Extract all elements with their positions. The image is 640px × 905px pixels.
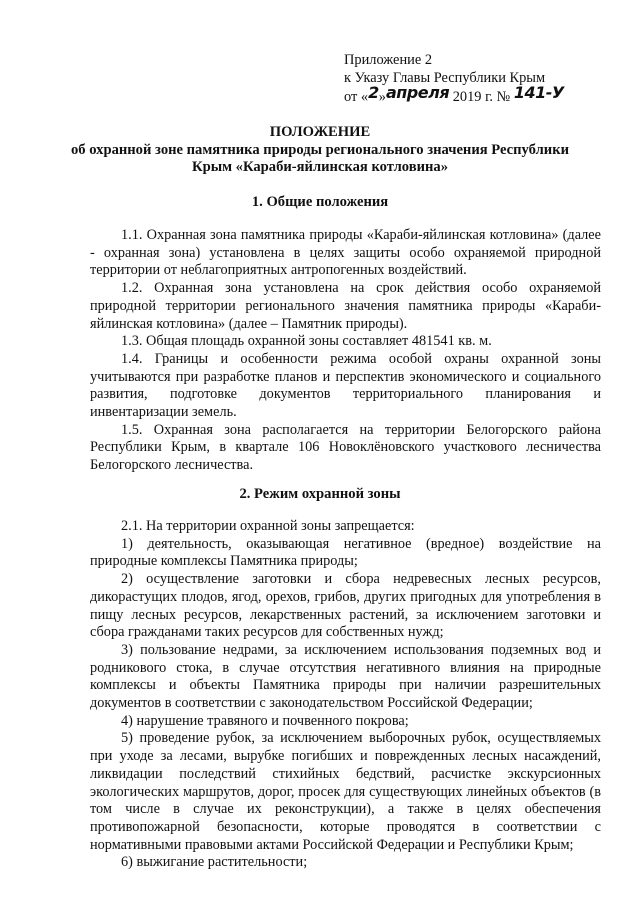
list-item-6: 6) выжигание растительности;: [121, 854, 308, 871]
date-prefix: от «: [344, 89, 369, 105]
section-1-body: [90, 227, 601, 475]
date-mid: »: [378, 89, 386, 105]
appendix-line-2: к Указу Главы Республики Крым: [344, 69, 546, 86]
list-item-5: 5) проведение рубок, за исключением выборочных рубок, осуществляемых при уходе за лесами, вырубке погибших и поврежденных лесных насаждений, ликвидации последствий стихийных бедствий, расчистке экскурсионных экологических маршрутов, дорог, просек для существующих линейных объектов (в том числе в случае их реконструкции), а также в целях обеспечения противопожарной безопасности, которые проводятся в соответствии с нормативными правовыми актами Российской Федерации и Республики Крым;: [90, 730, 601, 853]
title-line-3: Крым «Караби-яйлинская котловина»: [192, 159, 448, 175]
list-item-2: 2) осуществление заготовки и сбора недревесных лесных ресурсов, дикорастущих плодов, ягод, орехов, грибов, других пригодных для употребления в пищу лесных ресурсов, лекарственных растений, за исключением заготовки и сбора гражданами таких ресурсов для собственных нужд;: [90, 571, 601, 641]
handwritten-day: 2: [368, 83, 379, 102]
appendix-line-1: Приложение 2: [344, 52, 433, 68]
document-title: [60, 124, 580, 177]
title-line-1: ПОЛОЖЕНИЕ: [269, 124, 371, 140]
paragraph-1-2: 1.2. Охранная зона установлена на срок действия особо охраняемой природной территории регионального значения памятника природы «Караби-яйлинская котловина» (далее – Памятник природы).: [90, 280, 601, 332]
section-1-heading: 1. Общие положения: [251, 194, 389, 210]
paragraph-1-4: 1.4. Границы и особенности режима особой охраны охранной зоны учитываются при разработке планов и перспектив экономического и социального развития, подготовке документов территориального планирования и инвентаризации земель.: [90, 350, 601, 421]
paragraph-2-1: 2.1. На территории охранной зоны запрещается:: [121, 518, 415, 534]
appendix-header: [344, 52, 564, 107]
paragraph-1-1: 1.1. Охранная зона памятника природы «Караби-яйлинская котловина» (далее - охранная зона) установлена в целях защиты особо охраняемой природной территории от неблагоприятных антропогенных воздействий.: [90, 227, 601, 279]
date-suffix: 2019 г. №: [449, 89, 514, 105]
section-2-body: [90, 518, 601, 872]
paragraph-1-3: 1.3. Общая площадь охранной зоны составляет 481541 кв. м.: [121, 333, 492, 350]
list-item-3: 3) пользование недрами, за исключением использования подземных вод и родникового стока, в случае отсутствия негативного влияния на природные комплексы и объекты Памятника природы при наличии разрешительных документов в соответствии с законодательством Российской Федерации;: [90, 641, 601, 712]
title-line-2: об охранной зоне памятника природы регионального значения Республики: [70, 141, 570, 158]
appendix-date-line: [344, 83, 564, 107]
list-item-1: 1) деятельность, оказывающая негативное (вредное) воздействие на природные комплексы Памятника природы;: [90, 535, 601, 570]
section-2-heading: 2. Режим охранной зоны: [239, 486, 401, 502]
paragraph-1-5: 1.5. Охранная зона располагается на территории Белогорского района Республики Крым, в квартале 106 Новоклёновского участкового лесничества Белогорского лесничества.: [90, 421, 601, 474]
handwritten-month: апреля: [385, 83, 450, 102]
handwritten-number: 141-У: [513, 83, 564, 102]
list-item-4: 4) нарушение травяного и почвенного покрова;: [121, 712, 409, 729]
